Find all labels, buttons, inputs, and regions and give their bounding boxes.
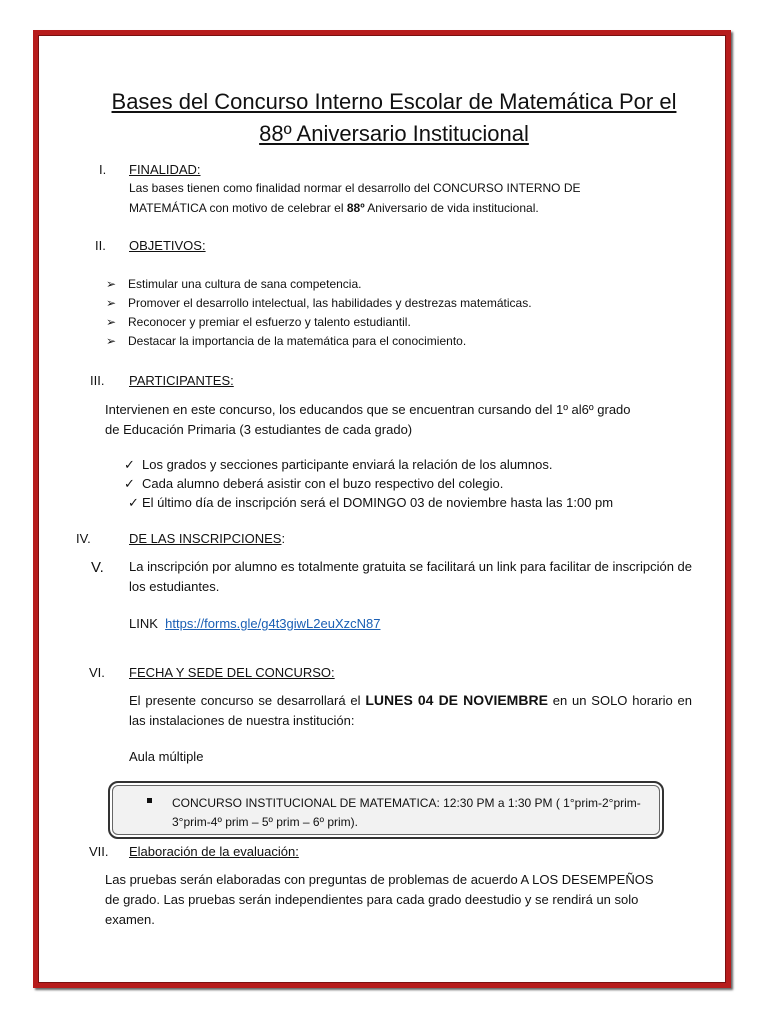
participant-rule: Los grados y secciones participante enviará la relación de los alumnos. [142,457,553,472]
section-7-line-3: examen. [105,912,155,927]
list-item [124,455,704,474]
section-5-text: La inscripción por alumno es totalmente gratuita se facilitará un link para facilitar de inscripción de los estudiantes. [129,559,692,594]
link-row [129,614,380,634]
objective-text: Reconocer y premiar el esfuerzo y talento estudiantil. [128,315,411,329]
section-1-title: FINALIDAD: [129,162,201,177]
section-1-line-2-post: Aniversario de vida institucional. [364,201,539,215]
section-4-colon: : [281,531,286,546]
contest-date: LUNES 04 DE NOVIEMBRE [365,692,548,708]
participants-list [124,455,704,512]
section-4-title: DE LAS INSCRIPCIONES [129,531,282,546]
section-6-text-post: en un SOLO horario en las instalaciones de nuestra institución: [129,693,692,728]
anniversary-number: 88º [346,201,365,215]
section-3-number: III. [90,373,105,388]
objective-text: Promover el desarrollo intelectual, las habilidades y destrezas matemáticas. [128,296,532,310]
section-1-text [129,178,689,218]
objective-text: Estimular una cultura de sana competencia. [128,277,362,291]
section-7-line-2: de grado. Las pruebas serán independientes para cada grado deestudio y se rendirá un solo [105,892,639,907]
schedule-text [172,794,682,832]
venue-text: Aula múltiple [129,749,204,764]
section-1-line-2 [129,198,689,218]
section-3-text [105,400,705,440]
check-icon: ✓ [124,476,135,491]
section-3-line-2: de Educación Primaria (3 estudiantes de cada grado) [105,422,413,437]
list-item [106,332,706,351]
section-3-title: PARTICIPANTES: [129,373,234,388]
schedule-line-1: CONCURSO INSTITUCIONAL DE MATEMATICA: 12:30 PM a 1:30 PM ( 1°prim-2°prim- [172,796,641,810]
section-6-text-pre: El presente concurso se desarrollará el [129,693,366,708]
list-item [106,313,706,332]
objective-text: Destacar la importancia de la matemática para el conocimiento. [128,334,467,348]
arrow-bullet-icon: ➢ [106,315,117,329]
section-7-line-1: Las pruebas serán elaboradas con preguntas de problemas de acuerdo A LOS DESEMPEÑOS [105,872,654,887]
arrow-bullet-icon: ➢ [106,296,117,310]
section-2-title: OBJETIVOS: [129,238,206,253]
section-1-line-1: Las bases tienen como finalidad normar el desarrollo del CONCURSO INTERNO DE [129,181,581,195]
arrow-bullet-icon: ➢ [106,334,117,348]
registration-form-link[interactable]: https://forms.gle/g4t3giwL2euXzcN87 [165,616,381,631]
section-6-title: FECHA Y SEDE DEL CONCURSO: [129,665,335,680]
section-7-title: Elaboración de la evaluación: [129,844,299,859]
section-1-line-2-pre: MATEMÁTICA con motivo de celebrar el [129,201,347,215]
schedule-line-2: 3°prim-4º prim – 5º prim – 6º prim). [172,815,358,829]
document-title [60,86,728,150]
section-7-number: VII. [89,844,109,859]
section-2-number: II. [95,238,106,253]
participant-rule: Cada alumno deberá asistir con el buzo respectivo del colegio. [142,476,504,491]
section-1-number: I. [99,162,107,177]
title-line-1: Bases del Concurso Interno Escolar de Matemática Por el [111,89,677,114]
objectives-list [106,275,706,351]
section-6-number: VI. [89,665,105,680]
section-7-text [105,870,705,930]
link-label: LINK [129,616,158,631]
section-4-heading [129,531,285,546]
participant-rule: El último día de inscripción será el DOMINGO 03 de noviembre hasta las 1:00 pm [142,495,614,510]
check-icon: ✓ [128,495,139,510]
check-icon: ✓ [124,457,135,472]
section-3-line-1: Intervienen en este concurso, los educandos que se encuentran cursando del 1º al6º grado [105,402,631,417]
list-item [106,294,706,313]
list-item [106,275,706,294]
section-6-text [129,690,692,731]
list-item [128,493,704,512]
arrow-bullet-icon: ➢ [106,277,117,291]
section-4-number: IV. [76,531,91,546]
title-line-2: 88º Aniversario Institucional [259,121,529,146]
square-bullet-icon [147,798,152,803]
list-item [124,474,704,493]
section-5-number: V. [91,559,104,576]
